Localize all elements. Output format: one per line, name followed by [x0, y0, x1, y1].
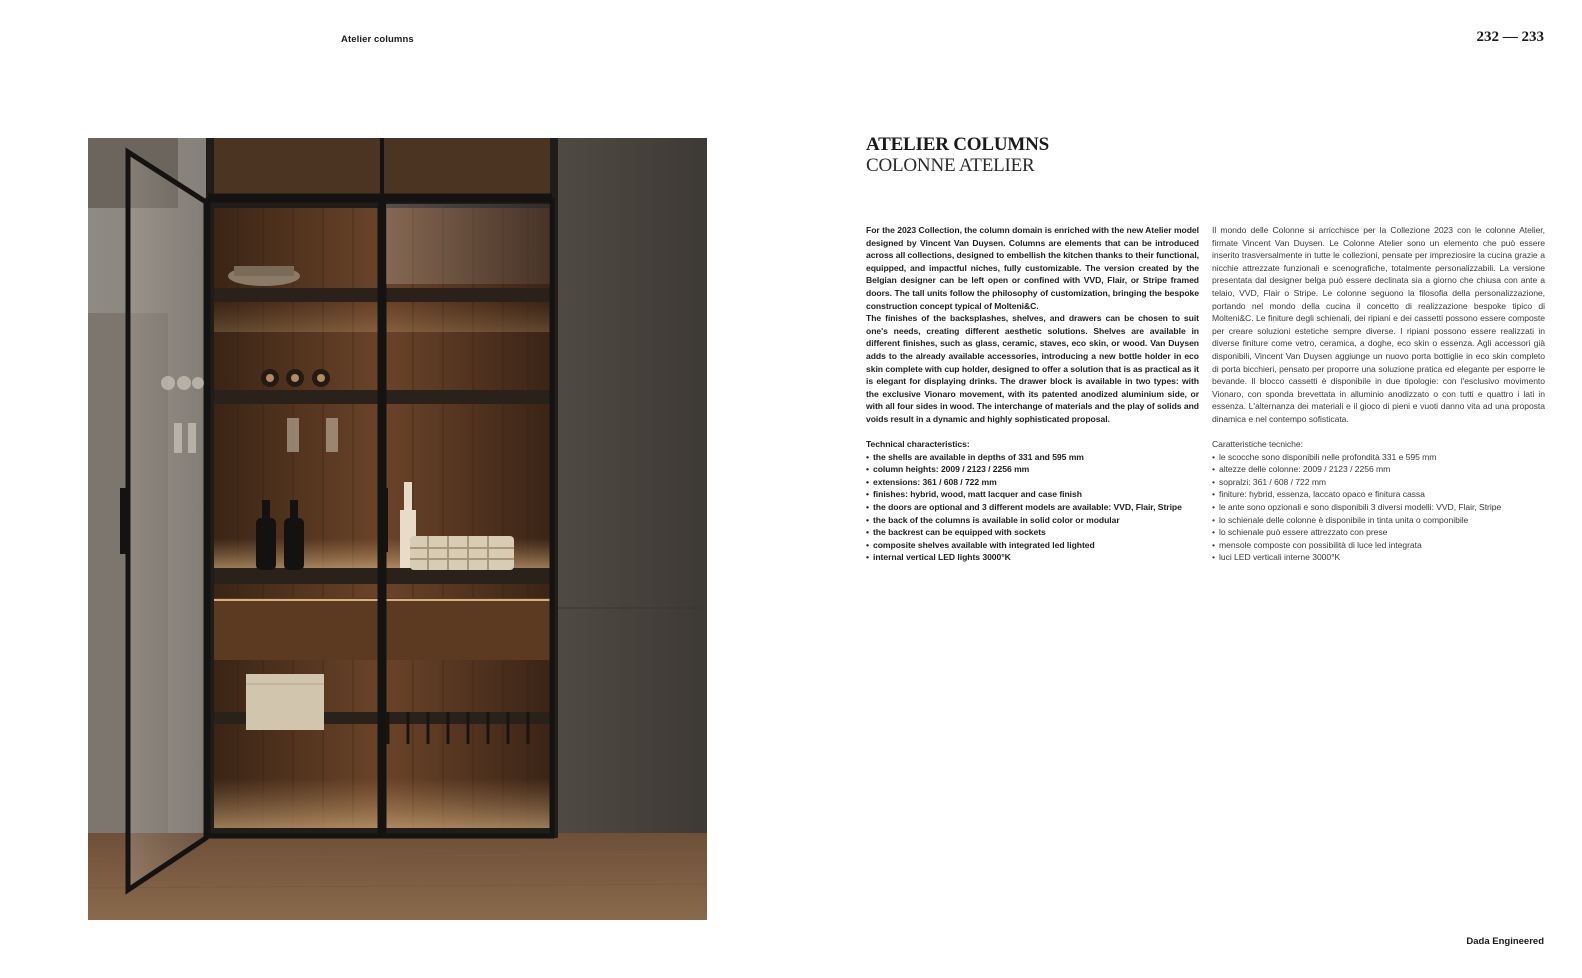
list-item: • finishes: hybrid, wood, matt lacquer and case finish: [866, 488, 1199, 501]
italian-tech-title: Caratteristiche tecniche:: [1212, 439, 1303, 450]
list-item: • extensions: 361 / 608 / 722 mm: [866, 476, 1199, 489]
page-heading: [866, 134, 1049, 176]
list-item: • lo schienale può essere attrezzato con prese: [1212, 526, 1545, 539]
italian-tech-list: [1212, 451, 1545, 564]
list-item: • column heights: 2009 / 2123 / 2256 mm: [866, 463, 1199, 476]
list-item: • finiture: hybrid, essenza, laccato opaco e finitura cassa: [1212, 488, 1545, 501]
list-item: • internal vertical LED lights 3000°K: [866, 551, 1199, 564]
english-column: [866, 224, 1199, 564]
page-numbers: 232 — 233: [1476, 29, 1544, 45]
list-item: • altezze delle colonne: 2009 / 2123 / 2256 mm: [1212, 463, 1545, 476]
list-item: • the doors are optional and 3 different models are available: VVD, Flair, Stripe: [866, 501, 1199, 514]
english-tech-list: [866, 451, 1199, 564]
english-paragraph-1: For the 2023 Collection, the column domain is enriched with the new Atelier model designed by Vincent Van Duysen. Columns are elements that can be introduced across all collections, designed to embellish the kitchen thanks to their functional, equipped, and impactful niches, fully customizable. The version created by the Belgian designer can be left open or confined with VVD, Flair, or Stripe framed doors. The tall units follow the philosophy of customization, bringing the bespoke construction concept typical of Molteni&C.: [866, 225, 1199, 311]
atelier-columns-photo: [88, 138, 707, 920]
list-item: • the back of the columns is available in solid color or modular: [866, 514, 1199, 527]
list-item: • sopralzi: 361 / 608 / 722 mm: [1212, 476, 1545, 489]
english-tech-title: Technical characteristics:: [866, 439, 970, 450]
italian-column: [1212, 224, 1545, 564]
list-item: • lo schienale delle colonne è disponibile in tinta unita o componibile: [1212, 514, 1545, 527]
list-item: • composite shelves available with integrated led lighted: [866, 539, 1199, 552]
section-label: Atelier columns: [341, 34, 414, 45]
list-item: • le ante sono opzionali e sono disponibili 3 diversi modelli: VVD, Flair, Stripe: [1212, 501, 1545, 514]
list-item: • the shells are available in depths of 331 and 595 mm: [866, 451, 1199, 464]
brand-footer: Dada Engineered: [1466, 936, 1544, 947]
list-item: • luci LED verticali interne 3000°K: [1212, 551, 1545, 564]
list-item: • the backrest can be equipped with sockets: [866, 526, 1199, 539]
title-english: ATELIER COLUMNS: [866, 134, 1049, 155]
italian-paragraph-1: Il mondo delle Colonne si arricchisce per la Collezione 2023 con le colonne Atelier, firmate Vincent Van Duysen. Le Colonne Atelier sono un elemento che può essere inserito trasversalmente in tutte le collezioni, pensate per impreziosire la cucina grazie a nicchie attrezzate funzionali e scenografiche, totalmente personalizzabili. La versione presentata dal designer belga può essere declinata sia a giorno che chiusa con ante a telaio, VVD, Flair o Stripe. Le colonne seguono la filosofia della personalizzazione, portando nel mondo della cucina il concetto di realizzazione bespoke tipico di Molteni&C. Le finiture degli schienali, dei ripiani e dei cassetti possono essere composte per creare soluzioni estetiche sempre diverse. I ripiani possono essere realizzati in diverse finiture come vetro, ceramica, a doghe, eco skin o essenza. Agli accessori già disponibili, Vincent Van Duysen aggiunge un nuovo porta bottiglie in eco skin completo di porta bicchieri, pensato per proporre una soluzione pratica ed elegante per esporre le bevande. Il blocco cassetti è disponibile in due tipologie: con l'esclusivo movimento Vionaro, con sponda brevettata in alluminio anodizzato o con tutti e quattro i lati in essenza. L'alternanza dei materiali e il gioco di pieni e vuoti danno vita ad una proposta dinamica e nel contempo sofisticata.: [1212, 225, 1545, 424]
english-paragraph-2: The finishes of the backsplashes, shelves, and drawers can be chosen to suit one's needs, creating different aesthetic solutions. Shelves are available in different finishes, such as glass, ceramic, staves, eco skin, or wood. Van Duysen adds to the already available accessories, introducing a new bottle holder in eco skin complete with cup holder, designed to offer a solution that is as practical as it is elegant for displaying drinks. The drawer block is available in two types: with the exclusive Vionaro movement, with its patented anodized aluminium side, or with all four sides in wood. The interchange of materials and the play of solids and voids result in a dynamic and highly sophisticated proposal.: [866, 313, 1199, 424]
list-item: • le scocche sono disponibili nelle profondità 331 e 595 mm: [1212, 451, 1545, 464]
title-italian: COLONNE ATELIER: [866, 155, 1035, 176]
list-item: • mensole composte con possibilità di luce led integrata: [1212, 539, 1545, 552]
